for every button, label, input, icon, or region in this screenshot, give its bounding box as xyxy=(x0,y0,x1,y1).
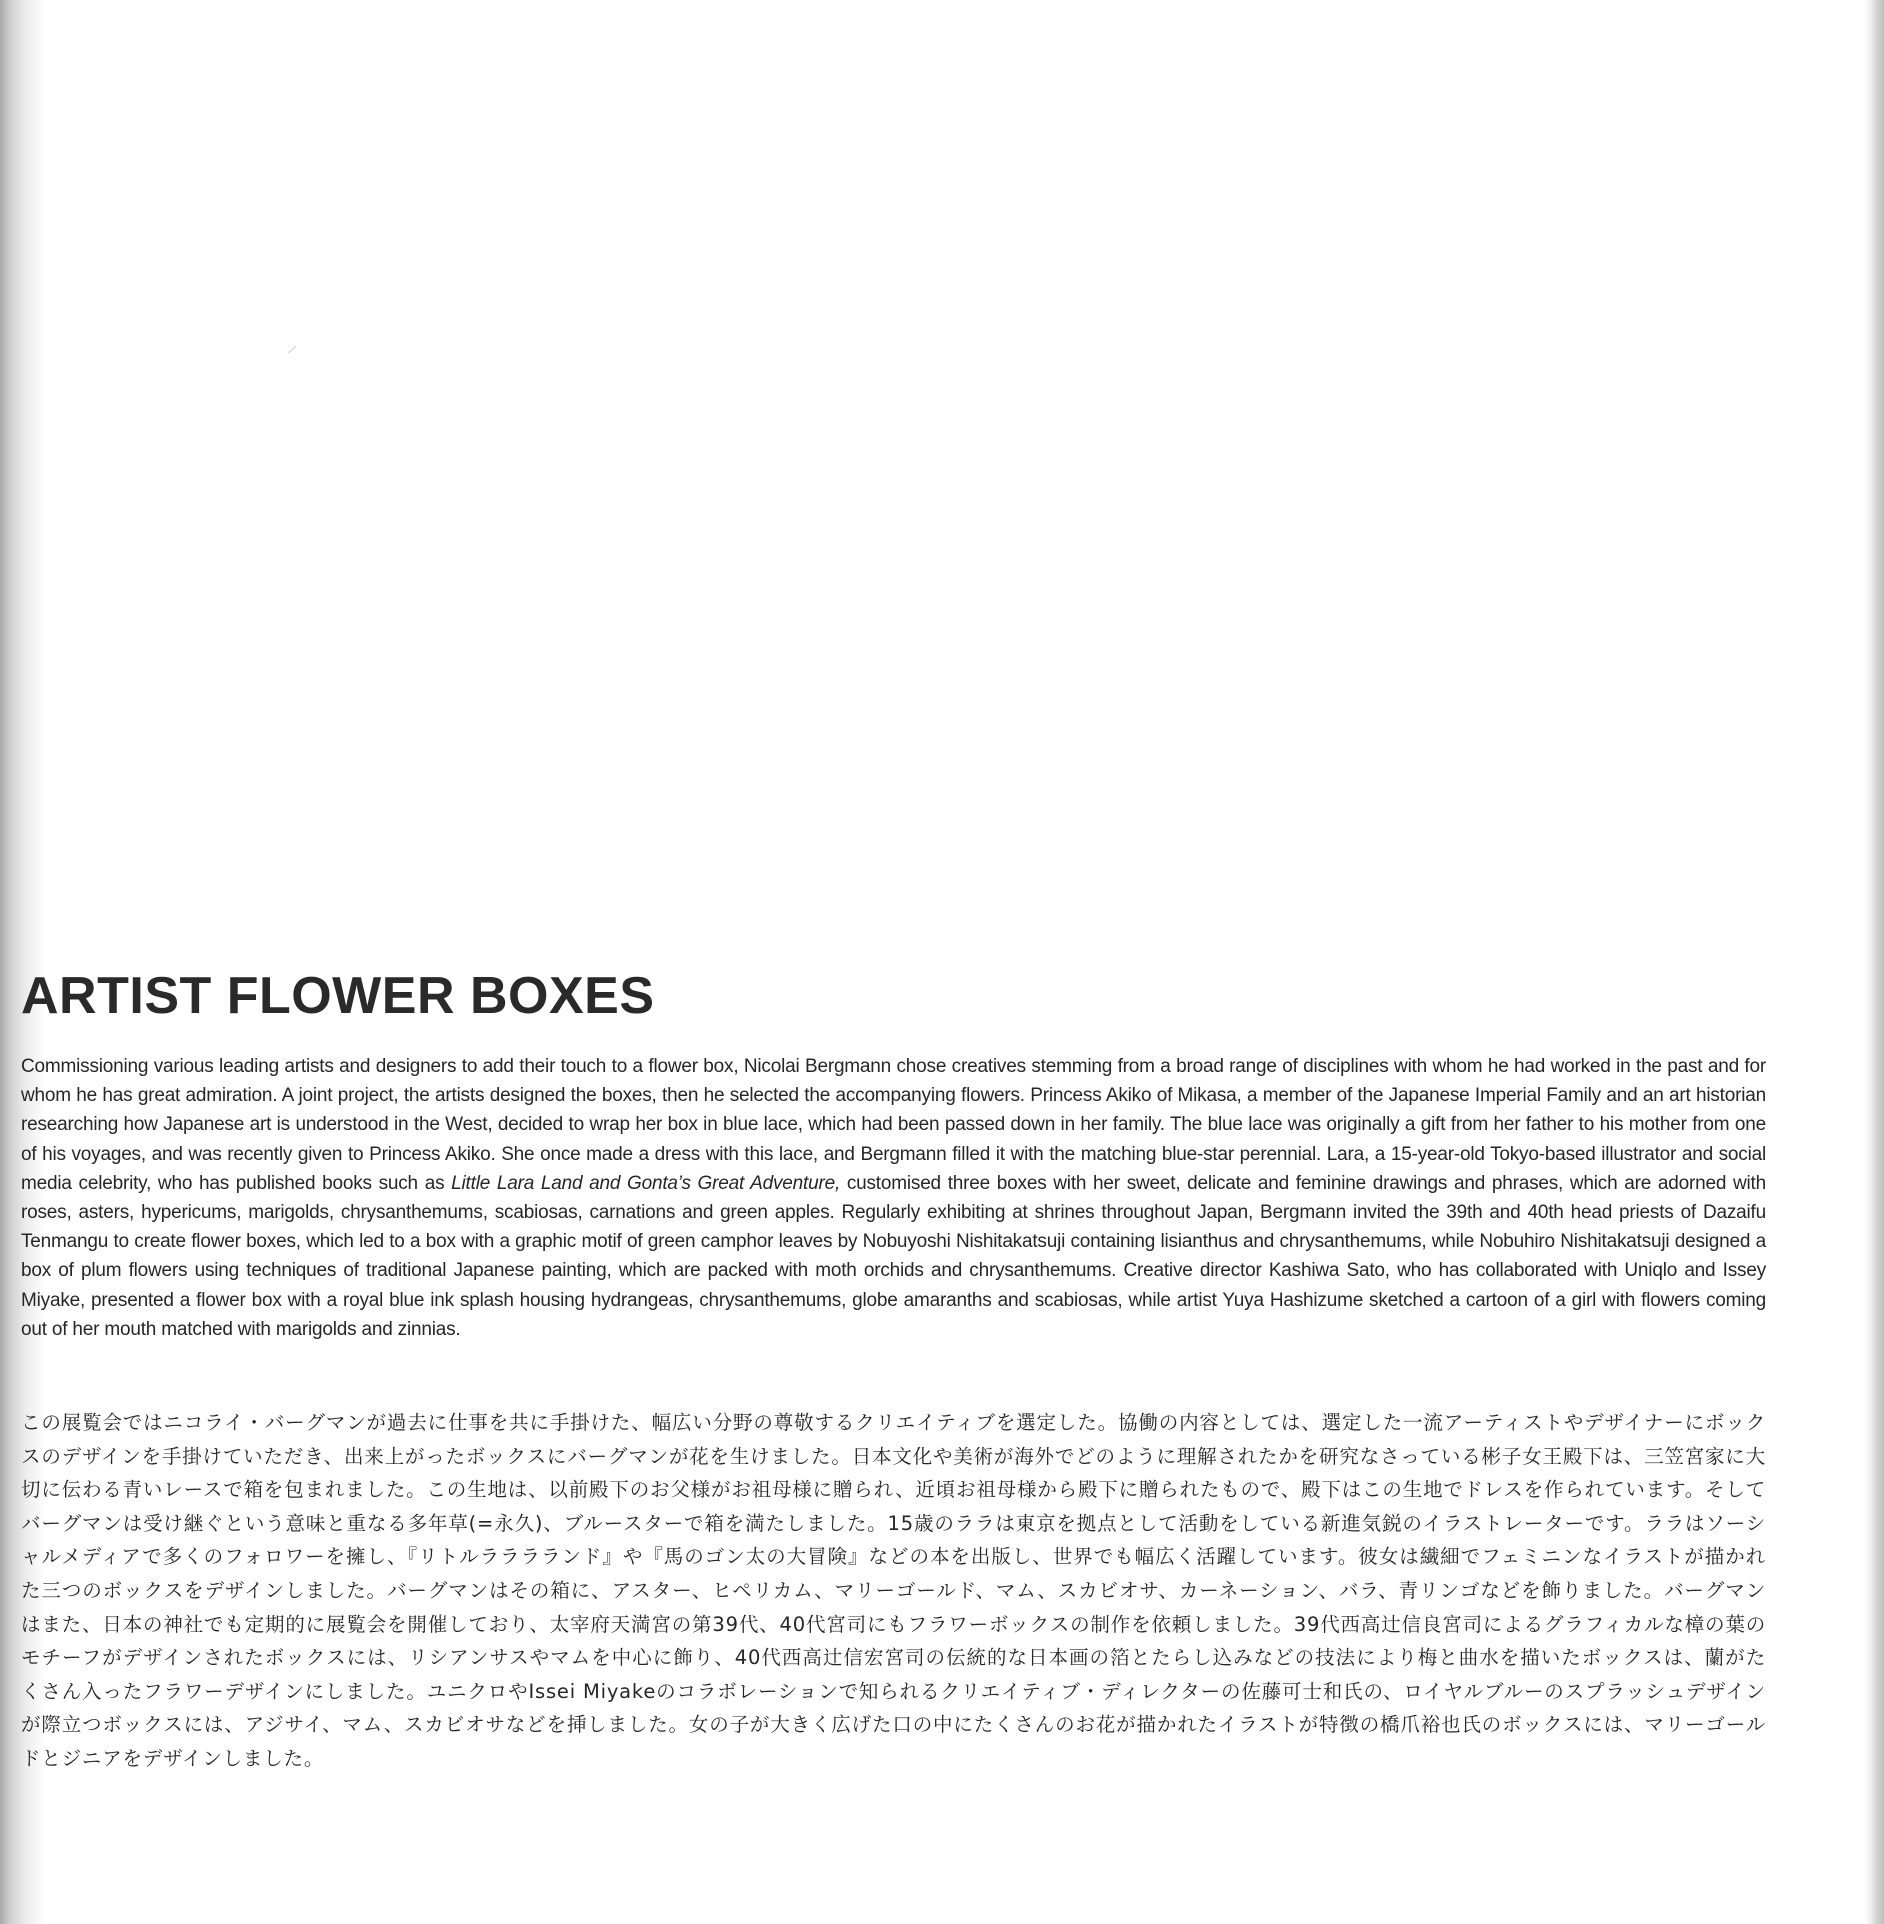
japanese-paragraph: この展覧会ではニコライ・バーグマンが過去に仕事を共に手掛けた、幅広い分野の尊敬するクリエイティブを選定した。協働の内容としては、選定した一流アーティストやデザイナーにボックスのデザインを手掛けていただき、出来上がったボックスにバーグマンが花を生けました。日本文化や美術が海外でどのように理解されたかを研究なさっている彬子女王殿下は、三笠宮家に大切に伝わる青いレースで箱を包まれました。この生地は、以前殿下のお父様がお祖母様に贈られ、近頃お祖母様から殿下に贈られたもので、殿下はこの生地でドレスを作られています。そしてバーグマンは受け継ぐという意味と重なる多年草(=永久)、ブルースターで箱を満たしました。15歳のララは東京を拠点として活動をしている新進気鋭のイラストレーターです。ララはソーシャルメディアで多くのフォロワーを擁し、『リトルラララランド』や『馬のゴン太の大冒険』などの本を出版し、世界でも幅広く活躍しています。彼女は繊細でフェミニンなイラストが描かれた三つのボックスをデザインしました。バーグマンはその箱に、アスター、ヒペリカム、マリーゴールド、マム、スカビオサ、カーネーション、バラ、青リンゴなどを飾りました。バーグマンはまた、日本の神社でも定期的に展覧会を開催しており、太宰府天満宮の第39代、40代宮司にもフラワーボックスの制作を依頼しました。39代西高辻信良宮司によるグラフィカルな樟の葉のモチーフがデザインされたボックスには、リシアンサスやマムを中心に飾り、40代西高辻信宏宮司の伝統的な日本画の箔とたらし込みなどの技法により梅と曲水を描いたボックスは、蘭がたくさん入ったフラワーデザインにしました。ユニクロやIssei Miyakeのコラボレーションで知られるクリエイティブ・ディレクターの佐藤可士和氏の、ロイヤルブルーのスプラッシュデザインが際立つボックスには、アジサイ、マム、スカビオサなどを挿しました。女の子が大きく広げた口の中にたくさんのお花が描かれたイラストが特徴の橋爪裕也氏のボックスには、マリーゴールドとジニアをデザインしました。 xyxy=(21,1411,1766,1770)
english-paragraph xyxy=(21,1052,1766,1344)
english-text-part2: customised three boxes with her sweet, delicate and feminine drawings and phrases, which are adorned with roses, asters, hypericums, marigolds, chrysanthemums, scabiosas, carnations and green apples. Regularly exhibiting at shrines throughout Japan, Bergmann invited the 39th and 40th head priests of Dazaifu Tenmangu to create flower boxes, which led to a box with a graphic motif of green camphor leaves by Nobuyoshi Nishitakatsuji containing lisianthus and chrysanthemums, while Nobuhiro Nishitakatsuji designed a box of plum flowers using techniques of traditional Japanese painting, which are packed with moth orchids and chrysanthemums. Creative director Kashiwa Sato, who has collaborated with Uniqlo and Issey Miyake, presented a flower box with a royal blue ink splash housing hydrangeas, chrysanthemums, globe amaranths and scabiosas, while artist Yuya Hashizume sketched a cartoon of a girl with flowers coming out of her mouth matched with marigolds and zinnias. xyxy=(21,1172,1766,1340)
book-title-little-lara-land: Little Lara Land xyxy=(451,1172,583,1194)
page-edge xyxy=(1864,0,1884,1924)
scan-speck xyxy=(288,346,296,353)
book-title-gontas-great-adventure: Gonta’s Great Adventure, xyxy=(627,1172,841,1194)
english-text-conjunction: and xyxy=(582,1172,628,1194)
article xyxy=(21,968,1766,1776)
article-title: ARTIST FLOWER BOXES xyxy=(21,967,655,1025)
english-text-part1: Commissioning various leading artists and designers to add their touch to a flower box, Nicolai Bergmann chose creatives stemming from a broad range of disciplines with whom he had worked in the past and for whom he has great admiration. A joint project, the artists designed the boxes, then he selected the accompanying flowers. Princess Akiko of Mikasa, a member of the Japanese Imperial Family and an art historian researching how Japanese art is understood in the West, decided to wrap her box in blue lace, which had been passed down in her family. The blue lace was originally a gift from her father to his mother from one of his voyages, and was recently given to Princess Akiko. She once made a dress with this lace, and Bergmann filled it with the matching blue-star perennial. Lara, a 15-year-old Tokyo-based illustrator and social media celebrity, who has published books such as xyxy=(21,1056,1766,1194)
